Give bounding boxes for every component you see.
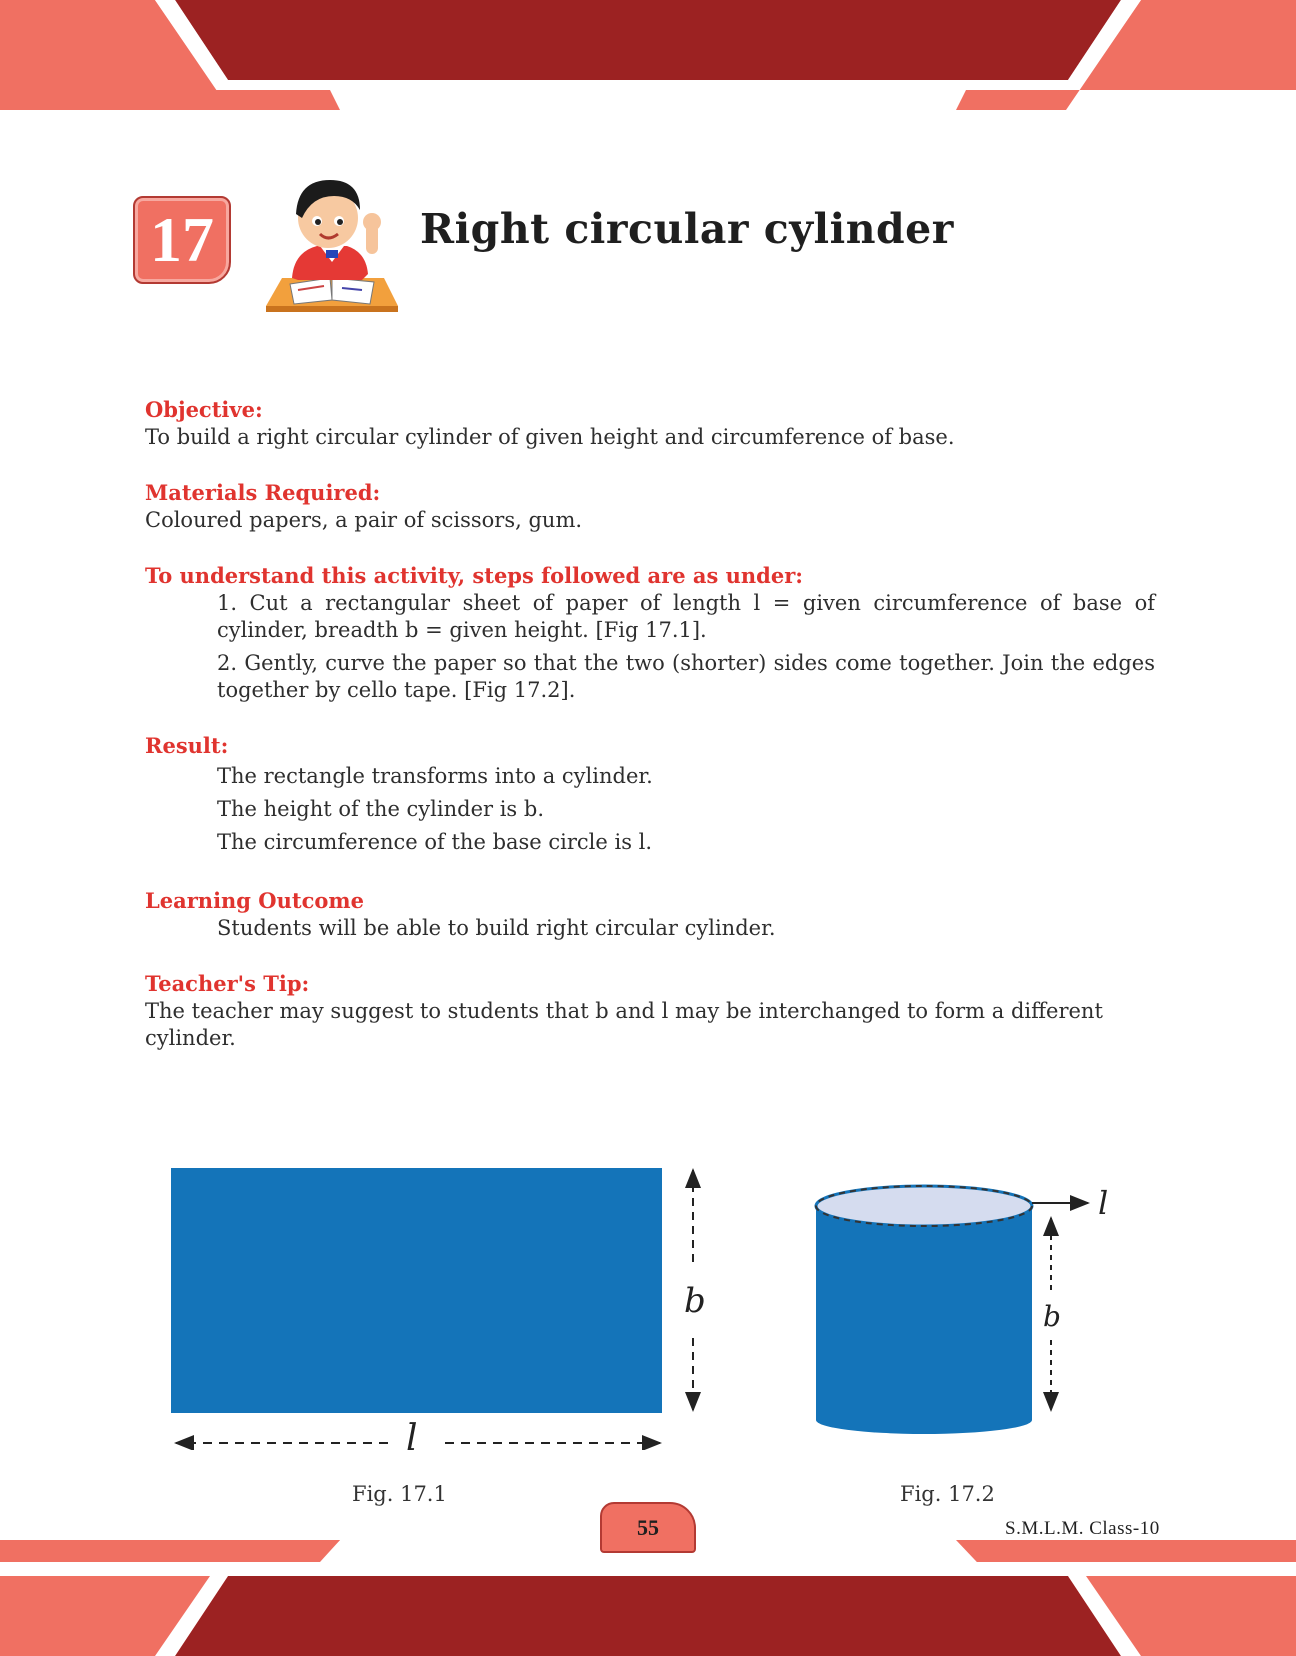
result-line: The height of the cylinder is b. — [217, 797, 544, 821]
header-decoration — [0, 0, 1296, 115]
objective-text: To build a right circular cylinder of given height and circumference of base. — [145, 425, 955, 449]
activity-content — [145, 395, 1155, 1079]
objective-section — [145, 395, 1155, 451]
step-item: 1. Cut a rectangular sheet of paper of length l = given circumference of base of cylinder, breadth b = given height. [Fig 17.1]. — [217, 591, 1155, 642]
teachers-tip-section — [145, 969, 1155, 1052]
learning-outcome-text: Students will be able to build right circular cylinder. — [217, 916, 776, 940]
materials-section — [145, 478, 1155, 534]
teachers-tip-heading: Teacher's Tip: — [145, 971, 310, 996]
objective-heading: Objective: — [145, 397, 263, 422]
steps-heading: To understand this activity, steps followed are as under: — [145, 563, 804, 588]
chapter-number: 17 — [150, 204, 214, 275]
fig1-caption: Fig. 17.1 — [352, 1482, 447, 1506]
figures — [0, 1150, 1296, 1520]
student-mascot-illustration — [262, 166, 402, 312]
cylinder-body — [816, 1206, 1032, 1434]
result-line: The rectangle transforms into a cylinder. — [217, 764, 653, 788]
step-item: 2. Gently, curve the paper so that the two (shorter) sides come together. Join the edges together by cello tape. [Fig 17.2]. — [217, 651, 1155, 702]
page-title: Right circular cylinder — [420, 205, 954, 253]
teachers-tip-text: The teacher may suggest to students that b and l may be interchanged to form a different cylinder. — [145, 999, 1103, 1050]
materials-text: Coloured papers, a pair of scissors, gum. — [145, 508, 583, 532]
result-section — [145, 731, 1155, 859]
fig2-breadth-label: b — [1043, 1300, 1061, 1333]
figure-diagrams — [0, 1150, 1296, 1450]
result-line: The circumference of the base circle is l. — [217, 830, 653, 854]
learning-outcome-section — [145, 886, 1155, 942]
fig2-caption: Fig. 17.2 — [900, 1482, 995, 1506]
steps-section — [145, 561, 1155, 704]
footer-decoration — [0, 1540, 1296, 1656]
fig1-length-label: l — [406, 1418, 418, 1450]
chapter-number-badge — [133, 196, 231, 284]
rectangle-sheet — [171, 1168, 662, 1413]
page-number: 55 — [637, 1514, 659, 1540]
fig2-length-label: l — [1098, 1184, 1109, 1222]
result-heading: Result: — [145, 733, 229, 758]
materials-heading: Materials Required: — [145, 480, 381, 505]
fig1-breadth-label: b — [684, 1281, 706, 1321]
learning-outcome-heading: Learning Outcome — [145, 888, 364, 913]
book-reference: S.M.L.M. Class-10 — [1005, 1518, 1160, 1539]
